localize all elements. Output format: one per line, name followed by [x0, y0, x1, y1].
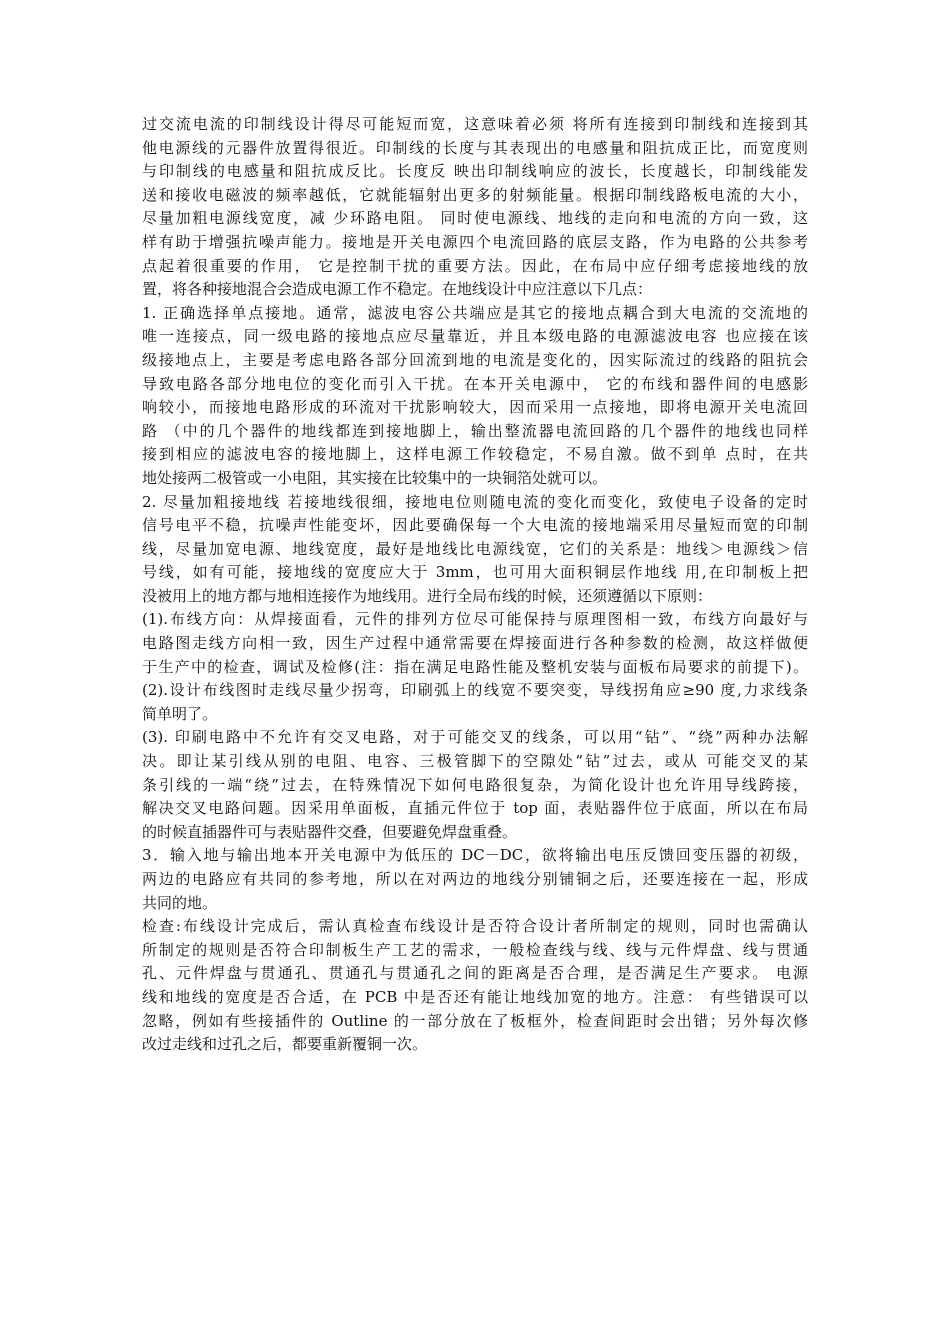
text-line: 电路图走线方向相一致，因生产过程中通常需要在焊接面进行各种参数的检测，故这样做便: [142, 634, 808, 653]
text-line: 3．输入地与输出地本开关电源中为低压的 DC－DC，欲将输出电压反馈回变压器的初级，: [142, 846, 808, 865]
text-line: 所制定的规则是否符合印制板生产工艺的需求，一般检查线与线、线与元件焊盘、线与贯通: [142, 940, 808, 959]
text-line: 简单明了。: [142, 704, 218, 723]
text-line: 忽略，例如有些接插件的 Outline 的一部分放在了板框外，检查间距时会出错；另外每次修: [142, 1011, 808, 1030]
text-line: 孔、元件焊盘与贯通孔、贯通孔与贯通孔之间的距离是否合理，是否满足生产要求。 电源: [142, 964, 808, 983]
text-line: 线，尽量加宽电源、地线宽度，最好是地线比电源线宽，它们的关系是：地线＞电源线＞信: [142, 539, 808, 558]
text-line: 解决交叉电路问题。因采用单面板，直插元件位于 top 面，表贴器件位于底面，所以在布局: [142, 799, 808, 818]
text-line: (2).设计布线图时走线尽量少拐弯，印刷弧上的线宽不要突变，导线拐角应≥90 度,力求线条: [142, 681, 808, 700]
text-line: 送和接收电磁波的频率越低，它就能辐射出更多的射频能量。根据印制线路板电流的大小，: [142, 185, 808, 204]
text-line: 共同的地。: [142, 893, 218, 912]
text-line: 点起着很重要的作用， 它是控制干扰的重要方法。因此，在布局中应仔细考虑接地线的放: [142, 256, 808, 275]
text-line: 尽量加粗电源线宽度，减 少环路电阻。 同时使电源线、地线的走向和电流的方向一致，这: [142, 209, 808, 228]
text-line: 置，将各种接地混合会造成电源工作不稳定。在地线设计中应注意以下几点：: [142, 280, 653, 299]
text-line: 与印制线的电感量和阻抗成反比。长度反 映出印制线响应的波长，长度越长，印制线能发: [142, 162, 808, 181]
text-line: 他电源线的元器件放置得很近。印制线的长度与其表现出的电感量和阻抗成正比，而宽度则: [142, 138, 808, 157]
text-line: 检查:布线设计完成后，需认真检查布线设计是否符合设计者所制定的规则，同时也需确认: [142, 917, 808, 936]
text-line: 信号电平不稳，抗噪声性能变坏，因此要确保每一个大电流的接地端采用尽量短而宽的印制: [142, 516, 808, 535]
text-line: 路 （中的几个器件的地线都连到接地脚上，输出整流器电流回路的几个器件的地线也同样: [142, 421, 808, 440]
text-line: 接到相应的滤波电容的接地脚上，这样电源工作较稳定，不易自激。做不到单 点时，在共: [142, 445, 808, 464]
text-line: 条引线的一端“绕”过去，在特殊情况下如何电路很复杂，为简化设计也允许用导线跨接，: [142, 775, 808, 794]
text-line: (1).布线方向：从焊接面看，元件的排列方位尽可能保持与原理图相一致，布线方向最好与: [142, 610, 808, 629]
text-line: 号线，如有可能，接地线的宽度应大于 3mm，也可用大面积铜层作地线 用,在印制板上把: [142, 563, 808, 582]
document-body: [142, 113, 808, 1057]
text-line: 决。即让某引线从别的电阻、电容、三极管脚下的空隙处“钻”过去，或从 可能交叉的某: [142, 752, 808, 771]
text-line: 没被用上的地方都与地相连接作为地线用。进行全局布线的时候，还须遵循以下原则：: [142, 586, 713, 605]
text-line: 地处接两二极管或一小电阻，其实接在比较集中的一块铜箔处就可以。: [142, 468, 608, 487]
text-line: 的时候直插器件可与表贴器件交叠，但要避免焊盘重叠。: [142, 822, 518, 841]
text-line: 唯一连接点，同一级电路的接地点应尽量靠近，并且本级电路的电源滤波电容 也应接在该: [142, 327, 808, 346]
text-line: 2. 尽量加粗接地线 若接地线很细，接地电位则随电流的变化而变化，致使电子设备的定时: [142, 492, 808, 511]
text-line: 级接地点上，主要是考虑电路各部分回流到地的电流是变化的，因实际流过的线路的阻抗会: [142, 350, 808, 369]
text-line: (3). 印刷电路中不允许有交叉电路，对于可能交叉的线条，可以用“钻”、“绕”两种办法解: [142, 728, 808, 747]
text-line: 响较小，而接地电路形成的环流对干扰影响较大，因而采用一点接地，即将电源开关电流回: [142, 398, 808, 417]
text-line: 于生产中的检查，调试及检修(注：指在满足电路性能及整机安装与面板布局要求的前提下)。: [142, 657, 808, 676]
text-line: 1. 正确选择单点接地。通常，滤波电容公共端应是其它的接地点耦合到大电流的交流地的: [142, 303, 808, 322]
text-line: 过交流电流的印制线设计得尽可能短而宽，这意味着必须 将所有连接到印制线和连接到其: [142, 115, 808, 133]
text-line: 样有助于增强抗噪声能力。接地是开关电源四个电流回路的底层支路，作为电路的公共参考: [142, 232, 808, 251]
text-line: 线和地线的宽度是否合适，在 PCB 中是否还有能让地线加宽的地方。注意： 有些错误可以: [142, 987, 808, 1006]
text-line: 改过走线和过孔之后，都要重新覆铜一次。: [142, 1035, 428, 1054]
text-line: 两边的电路应有共同的参考地，所以在对两边的地线分别铺铜之后，还要连接在一起，形成: [142, 870, 808, 888]
text-line: 导致电路各部分地电位的变化而引入干扰。在本开关电源中， 它的布线和器件间的电感影: [142, 374, 808, 393]
